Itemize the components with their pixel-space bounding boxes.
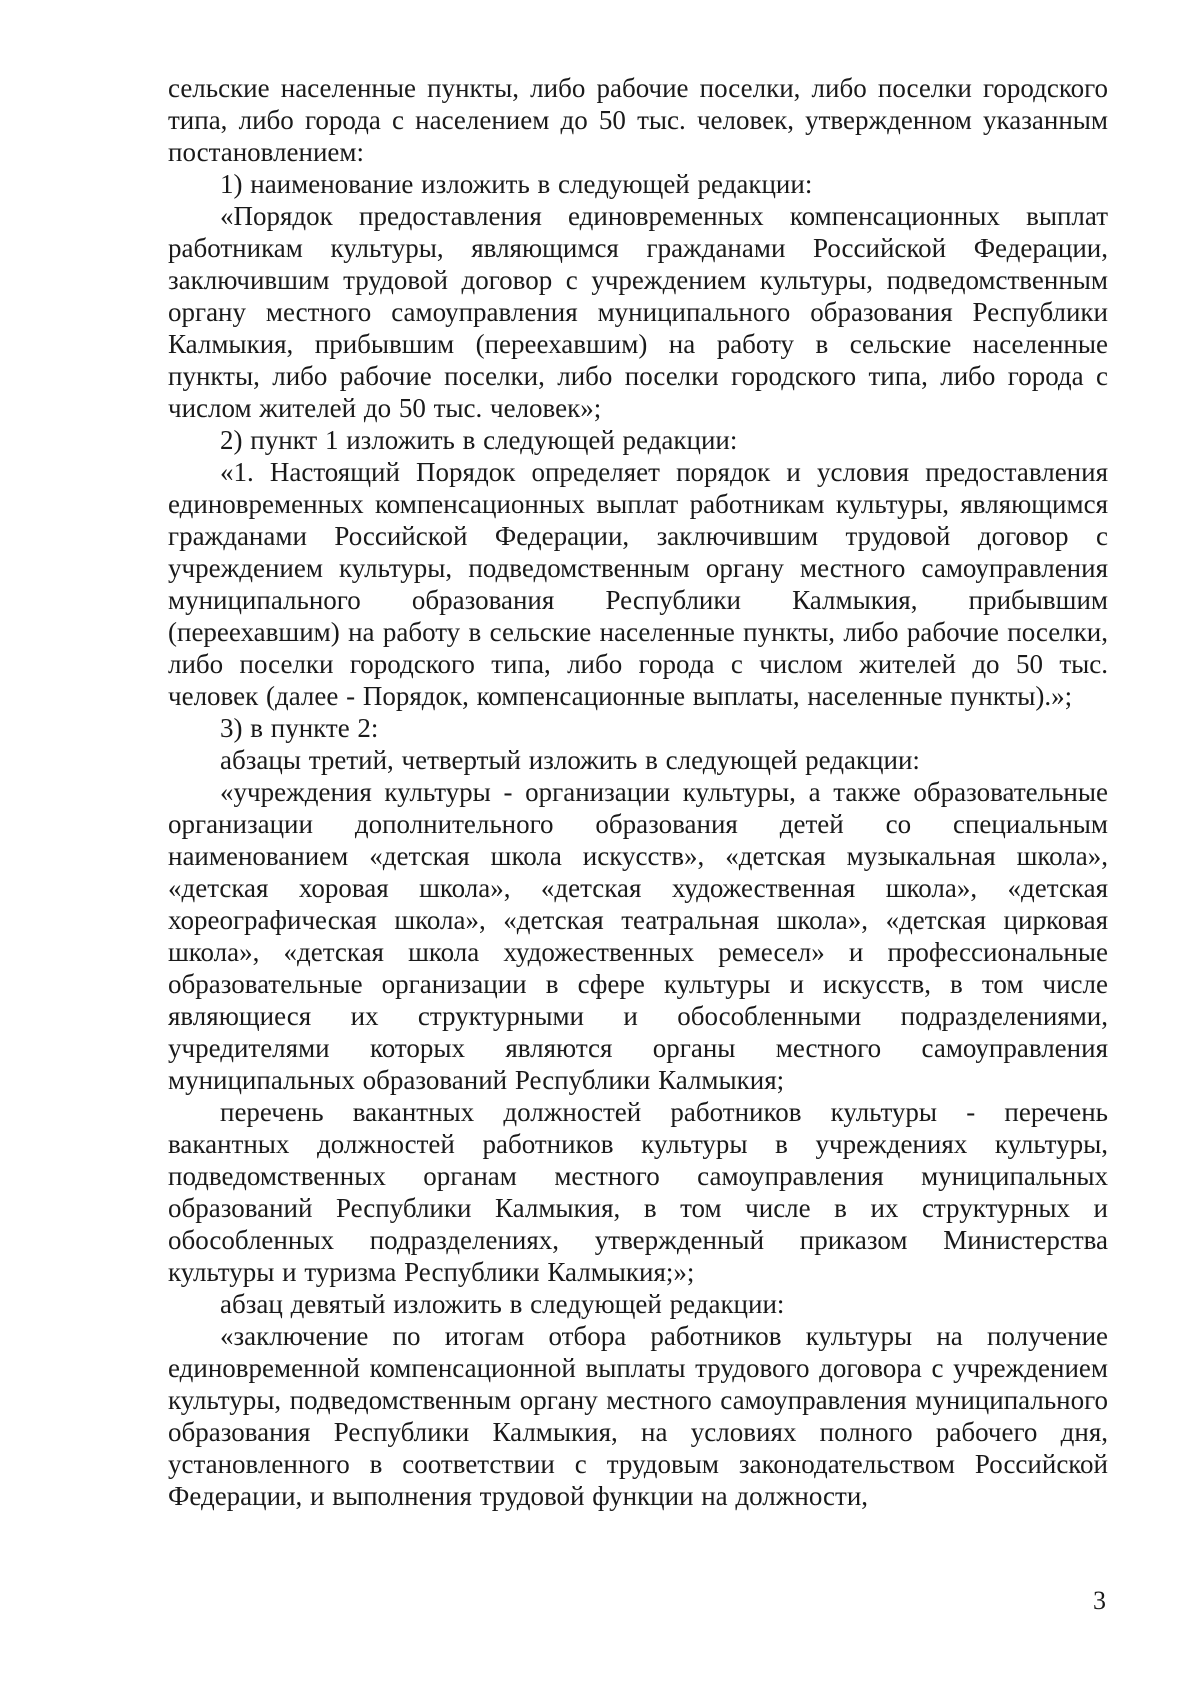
paragraph: 2) пункт 1 изложить в следующей редакции: <box>220 425 738 455</box>
document-body <box>168 72 1108 1512</box>
paragraph: перечень вакантных должностей работников культуры - перечень вакантных должностей работников культуры в учреждениях культуры, подведомственных органам местного самоуправления муниципальных образований Республики Калмыкия, в том числе в их структурных и обособленных подразделениях, утвержденный приказом Министерства культуры и туризма Республики Калмыкия;»; <box>168 1097 1108 1287</box>
paragraph: «Порядок предоставления единовременных компенсационных выплат работникам культуры, являющимся гражданами Российской Федерации, заключившим трудовой договор с учреждением культуры, подведомственным органу местного самоуправления муниципального образования Республики Калмыкия, прибывшим (переехавшим) на работу в сельские населенные пункты, либо рабочие поселки, либо поселки городского типа, либо города с числом жителей до 50 тыс. человек»; <box>168 201 1108 423</box>
paragraph: 3) в пункте 2: <box>220 713 379 743</box>
paragraph: абзац девятый изложить в следующей редакции: <box>220 1289 785 1319</box>
paragraph: абзацы третий, четвертый изложить в следующей редакции: <box>220 745 920 775</box>
paragraph: «1. Настоящий Порядок определяет порядок и условия предоставления единовременных компенсационных выплат работникам культуры, являющимся гражданами Российской Федерации, заключившим трудовой договор с учреждением культуры, подведомственным органу местного самоуправления муниципального образования Республики Калмыкия, прибывшим (переехавшим) на работу в сельские населенные пункты, либо рабочие поселки, либо поселки городского типа, либо города с числом жителей до 50 тыс. человек (далее - Порядок, компенсационные выплаты, населенные пункты).»; <box>168 457 1108 711</box>
paragraph: сельские населенные пункты, либо рабочие поселки, либо поселки городского типа, либо города с населением до 50 тыс. человек, утвержденном указанным постановлением: <box>168 73 1108 167</box>
page-number: 3 <box>1093 1586 1106 1615</box>
paragraph: «заключение по итогам отбора работников культуры на получение единовременной компенсационной выплаты трудового договора с учреждением культуры, подведомственным органу местного самоуправления муниципального образования Республики Калмыкия, на условиях полного рабочего дня, установленного в соответствии с трудовым законодательством Российской Федерации, и выполнения трудовой функции на должности, <box>168 1321 1108 1511</box>
paragraph: 1) наименование изложить в следующей редакции: <box>220 169 813 199</box>
paragraph: «учреждения культуры - организации культуры, а также образовательные организации дополнительного образования детей со специальным наименованием «детская школа искусств», «детская музыкальная школа», «детская хоровая школа», «детская художественная школа», «детская хореографическая школа», «детская театральная школа», «детская цирковая школа», «детская школа художественных ремесел» и профессиональные образовательные организации в сфере культуры и искусств, в том числе являющиеся их структурными и обособленными подразделениями, учредителями которых являются органы местного самоуправления муниципальных образований Республики Калмыкия; <box>168 777 1108 1095</box>
